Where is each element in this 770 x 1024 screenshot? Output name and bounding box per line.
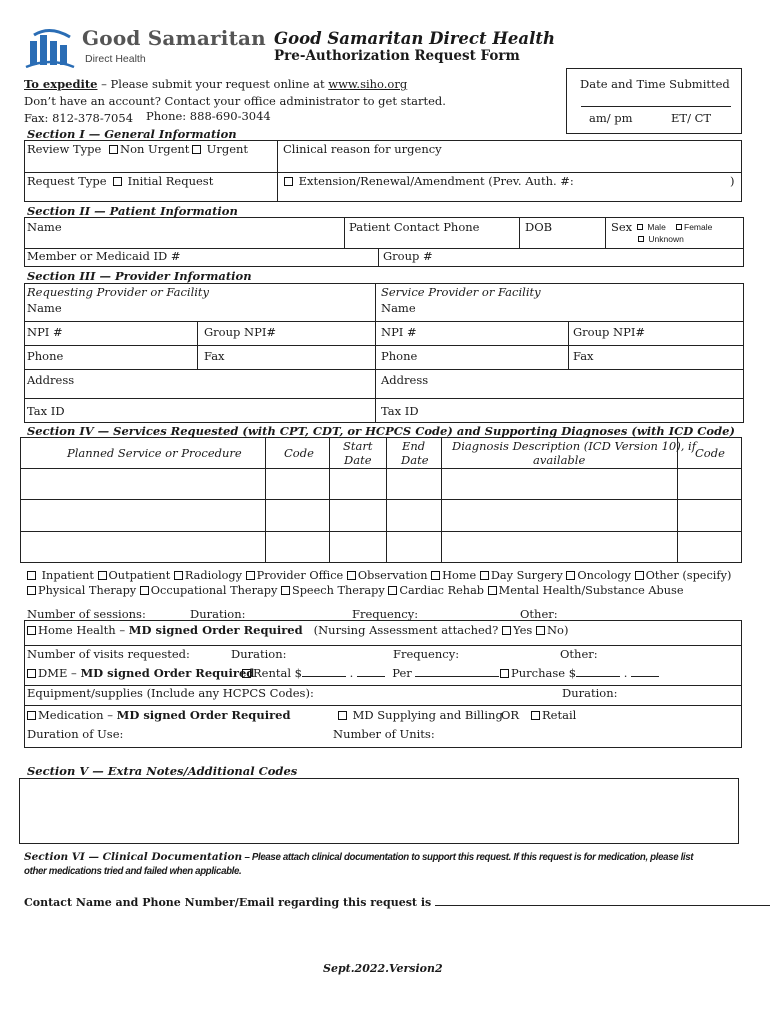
visits-duration-label: Duration: [231, 647, 287, 661]
retail-label: Retail [542, 708, 577, 722]
review-type-label: Review Type [27, 142, 102, 156]
expedite-text: – Please submit your request online at [97, 77, 329, 91]
section-6-line-1 [24, 851, 693, 863]
non-urgent-option[interactable] [109, 142, 189, 156]
oncology-label: Oncology [577, 569, 632, 582]
retail-option[interactable] [531, 708, 576, 722]
dob-label: DOB [525, 220, 553, 234]
requesting-group-npi-label: Group NPI# [204, 325, 277, 339]
non-urgent-checkbox[interactable] [109, 145, 118, 154]
duration-of-use-label: Duration of Use: [27, 727, 124, 741]
non-urgent-label: Non Urgent [120, 142, 190, 156]
urgent-checkbox[interactable] [192, 145, 201, 154]
visits-frequency-label: Frequency: [393, 647, 460, 661]
outpatient-checkbox[interactable] [98, 571, 107, 580]
initial-request-label: Initial Request [127, 174, 214, 188]
rental-dollars-field[interactable] [302, 666, 346, 677]
provider-office-label: Provider Office [256, 569, 344, 582]
dme-line [27, 666, 254, 680]
contact-text: Contact Name and Phone Number/Email regarding this request is [24, 896, 432, 909]
contact-label [24, 895, 770, 909]
service-npi-label: NPI # [381, 325, 417, 339]
nursing-no-checkbox[interactable] [536, 626, 545, 635]
ampm-label: am/ pm [589, 111, 633, 125]
sex-female-label: Female [684, 222, 713, 232]
medication-line [27, 708, 290, 722]
tz-label: ET/ CT [671, 111, 712, 125]
medication-checkbox[interactable] [27, 711, 36, 720]
occupational-therapy-checkbox[interactable] [140, 586, 149, 595]
expedite-label: To expedite [24, 77, 98, 91]
requesting-provider-label: Requesting Provider or Facility [27, 285, 210, 299]
physical-therapy-checkbox[interactable] [27, 586, 36, 595]
logo-sub: Direct Health [85, 53, 146, 65]
service-fax-label: Fax [573, 349, 594, 363]
clinical-reason-label: Clinical reason for urgency [283, 142, 442, 156]
visits-other-label: Other: [560, 647, 598, 661]
section-6-title: Section VI — Clinical Documentation [24, 851, 243, 863]
visits-label: Number of visits requested: [27, 647, 190, 661]
purchase-line [500, 666, 659, 680]
rental-label: Rental $ [253, 666, 302, 680]
cardiac-rehab-label: Cardiac Rehab [399, 584, 485, 597]
settings-row-1 [27, 569, 731, 582]
service-phone-label: Phone [381, 349, 418, 363]
services-table [20, 437, 742, 563]
version-footer: Sept.2022.Version2 [323, 962, 443, 975]
equipment-duration-label: Duration: [562, 686, 618, 700]
page-subtitle: Pre-Authorization Request Form [274, 48, 520, 64]
rental-checkbox[interactable] [242, 669, 251, 678]
sex-male-checkbox[interactable] [637, 224, 643, 230]
inpatient-label: Inpatient [41, 569, 94, 582]
page-title: Good Samaritan Direct Health [274, 29, 555, 48]
home-label: Home [442, 569, 477, 582]
expedite-line [24, 77, 407, 91]
section-2-box [24, 217, 744, 267]
request-type-label: Request Type [27, 174, 107, 188]
speech-therapy-checkbox[interactable] [281, 586, 290, 595]
sex-unknown-option[interactable] [638, 234, 684, 244]
fax-number: Fax: 812-378-7054 [24, 111, 134, 125]
requesting-npi-label: NPI # [27, 325, 63, 339]
requesting-phone-label: Phone [27, 349, 64, 363]
section-6-text: – Please attach clinical documentation to support this request. If this request is for medication, please list [242, 852, 694, 863]
day-surgery-label: Day Surgery [490, 569, 563, 582]
col-code-2: Code [695, 446, 725, 460]
phone-number: Phone: 888-690-3044 [146, 109, 271, 123]
service-address-label: Address [381, 373, 429, 387]
section-2-title: Section II — Patient Information [27, 204, 238, 218]
dme-label: DME – [38, 666, 81, 680]
col-code-1: Code [284, 446, 314, 460]
initial-request-option[interactable] [113, 174, 213, 188]
home-health-line [27, 623, 568, 637]
occupational-therapy-label: Occupational Therapy [150, 584, 278, 597]
extension-label: Extension/Renewal/Amendment (Prev. Auth. #: [298, 174, 574, 188]
initial-request-checkbox[interactable] [113, 177, 122, 186]
medication-md-order: MD signed Order Required [116, 708, 291, 722]
section-5-title: Section V — Extra Notes/Additional Codes [27, 764, 298, 778]
inpatient-checkbox[interactable] [27, 571, 36, 580]
md-supplying-label: MD Supplying and Billing [352, 708, 503, 722]
sessions-label: Number of sessions: [27, 607, 146, 621]
dme-md-order: MD signed Order Required [80, 666, 255, 680]
service-name-label: Name [381, 301, 416, 315]
service-tax-id-label: Tax ID [381, 404, 419, 418]
col-start-2: Date [344, 453, 372, 467]
mental-health-checkbox[interactable] [488, 586, 497, 595]
observation-label: Observation [357, 569, 428, 582]
service-group-npi-label: Group NPI# [573, 325, 646, 339]
col-end-2: Date [401, 453, 429, 467]
col-start-1: Start [343, 439, 373, 453]
nursing-yes-checkbox[interactable] [502, 626, 511, 635]
retail-checkbox[interactable] [531, 711, 540, 720]
sex-female-option[interactable] [676, 222, 712, 232]
dme-checkbox[interactable] [27, 669, 36, 678]
nursing-label: (Nursing Assessment attached? [313, 623, 499, 637]
urgent-label: Urgent [206, 142, 249, 156]
day-surgery-checkbox[interactable] [480, 571, 489, 580]
section-6-line-2: other medications tried and failed when applicable. [24, 866, 242, 877]
sex-female-checkbox[interactable] [676, 224, 682, 230]
speech-therapy-label: Speech Therapy [291, 584, 385, 597]
no-account-text: Don’t have an account? Contact your office administrator to get started. [24, 94, 446, 108]
section-1-box [24, 140, 742, 202]
observation-checkbox[interactable] [347, 571, 356, 580]
extra-notes-box[interactable] [19, 778, 739, 844]
radiology-label: Radiology [184, 569, 243, 582]
equipment-label: Equipment/supplies (Include any HCPCS Codes): [27, 686, 314, 700]
member-id-label: Member or Medicaid ID # [27, 249, 181, 263]
provider-office-checkbox[interactable] [246, 571, 255, 580]
rental-cents-field[interactable] [357, 666, 385, 677]
home-health-label: Home Health – [38, 623, 129, 637]
col-diagnosis-1: Diagnosis Description (ICD Version 10), if [452, 439, 696, 453]
logo-icon [24, 27, 76, 69]
urgent-option[interactable] [192, 142, 248, 156]
col-end-1: End [402, 439, 426, 453]
md-supplying-option[interactable] [338, 708, 503, 722]
sex-unknown-checkbox[interactable] [638, 236, 644, 242]
per-field[interactable] [415, 666, 499, 677]
per-label: Per [392, 666, 412, 680]
group-label: Group # [383, 249, 433, 263]
purchase-checkbox[interactable] [500, 669, 509, 678]
requesting-name-label: Name [27, 301, 62, 315]
siho-link[interactable]: www.siho.org [328, 77, 408, 91]
section-3-box [24, 283, 744, 423]
col-planned-service: Planned Service or Procedure [67, 446, 242, 460]
radiology-checkbox[interactable] [174, 571, 183, 580]
cardiac-rehab-checkbox[interactable] [388, 586, 397, 595]
section-1-title: Section I — General Information [27, 127, 237, 141]
home-health-md-order: MD signed Order Required [128, 623, 303, 637]
settings-row-2 [27, 584, 684, 597]
purchase-cents-field[interactable] [631, 666, 659, 677]
patient-phone-label: Patient Contact Phone [349, 220, 480, 234]
logo [24, 27, 264, 69]
patient-name-label: Name [27, 220, 62, 234]
purchase-label: Purchase $ [511, 666, 577, 680]
col-diagnosis-2: available [533, 453, 586, 467]
oncology-checkbox[interactable] [566, 571, 575, 580]
number-of-units-label: Number of Units: [333, 727, 435, 741]
nursing-yes-label: Yes [512, 623, 533, 637]
date-submitted-label: Date and Time Submitted [580, 77, 730, 91]
home-checkbox[interactable] [431, 571, 440, 580]
logo-brand: Good Samaritan [82, 26, 266, 50]
purchase-dot: . [623, 666, 628, 680]
sex-label: Sex [611, 220, 633, 234]
medication-label: Medication – [38, 708, 117, 722]
extension-option[interactable] [284, 174, 574, 188]
sessions-other-label: Other: [520, 607, 558, 621]
other-specify-label: Other (specify) [645, 569, 732, 582]
sessions-duration-label: Duration: [190, 607, 246, 621]
section-4-title: Section IV — Services Requested (with CPT, CDT, or HCPCS Code) and Supporting Diagnoses (with ICD Code) [27, 424, 735, 438]
outpatient-label: Outpatient [108, 569, 171, 582]
mental-health-label: Mental Health/Substance Abuse [498, 584, 684, 597]
purchase-dollars-field[interactable] [576, 666, 620, 677]
or-label: OR [501, 708, 520, 722]
section-3-title: Section III — Provider Information [27, 269, 252, 283]
other-specify-checkbox[interactable] [635, 571, 644, 580]
md-supplying-checkbox[interactable] [338, 711, 347, 720]
rental-line [242, 666, 499, 680]
contact-field[interactable] [435, 895, 770, 906]
sex-male-label: Male [647, 222, 666, 232]
requesting-fax-label: Fax [204, 349, 225, 363]
sessions-frequency-label: Frequency: [352, 607, 419, 621]
rental-dot: . [349, 666, 354, 680]
requesting-address-label: Address [27, 373, 75, 387]
date-submitted-box [566, 68, 742, 134]
physical-therapy-label: Physical Therapy [38, 584, 137, 597]
nursing-no-label: No) [546, 623, 569, 637]
sex-unknown-label: Unknown [648, 234, 684, 244]
service-provider-label: Service Provider or Facility [381, 285, 541, 299]
home-health-checkbox[interactable] [27, 626, 36, 635]
sex-male-option[interactable] [637, 222, 666, 232]
requesting-tax-id-label: Tax ID [27, 404, 65, 418]
extension-checkbox[interactable] [284, 177, 293, 186]
extension-close-paren: ) [730, 174, 735, 188]
